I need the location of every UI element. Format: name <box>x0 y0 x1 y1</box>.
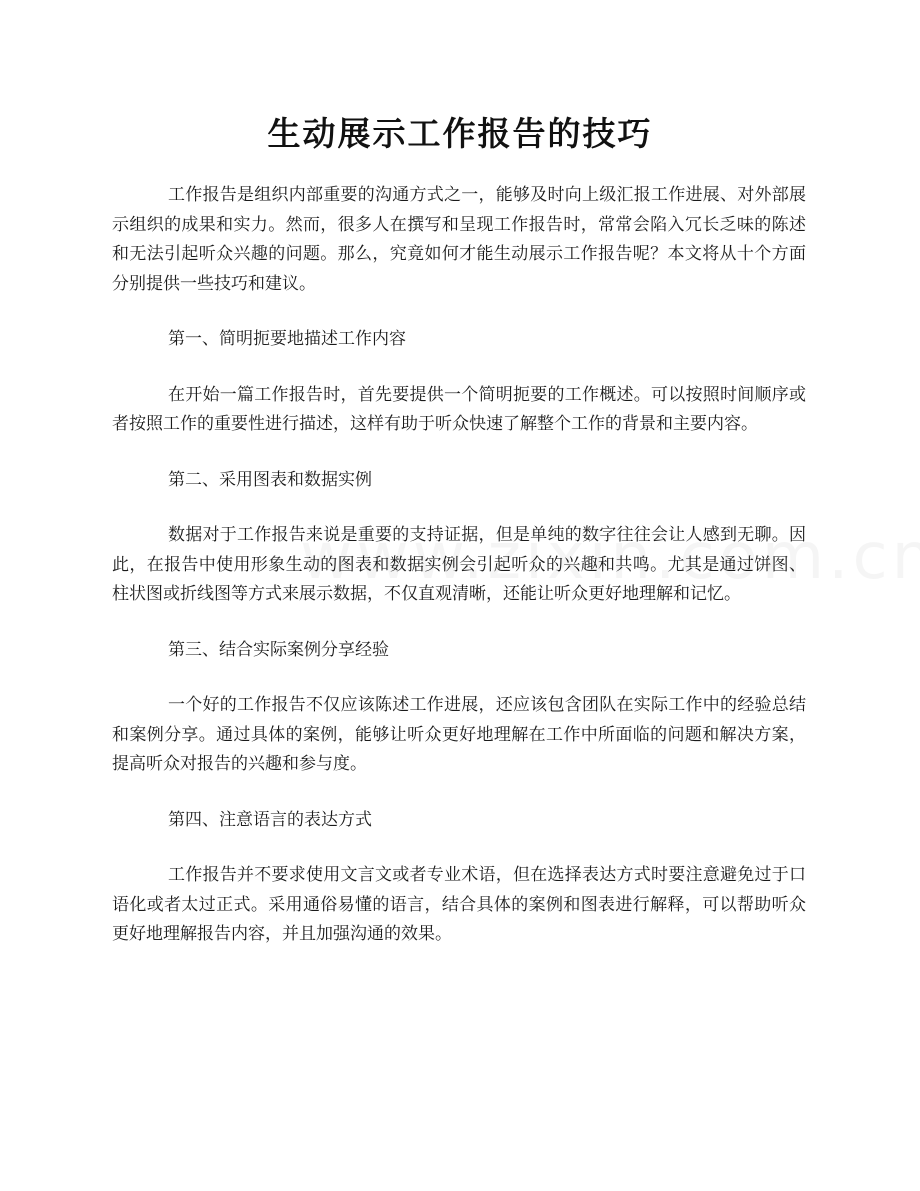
intro-paragraph: 工作报告是组织内部重要的沟通方式之一，能够及时向上级汇报工作进展、对外部展示组织的成果和实力。然而，很多人在撰写和呈现工作报告时，常常会陷入冗长乏味的陈述和无法引起听众兴趣的问题。那么，究竟如何才能生动展示工作报告呢？本文将从十个方面分别提供一些技巧和建议。 <box>112 185 806 294</box>
section-paragraph: 工作报告并不要求使用文言文或者专业术语，但在选择表达方式时要注意避免过于口语化或者太过正式。采用通俗易懂的语言，结合具体的案例和图表进行解释，可以帮助听众更好地理解报告内容，并且加强沟通的效果。 <box>112 865 806 944</box>
section-paragraph: 一个好的工作报告不仅应该陈述工作进展，还应该包含团队在实际工作中的经验总结和案例分享。通过具体的案例，能够让听众更好地理解在工作中所面临的问题和解决方案，提高听众对报告的兴趣和参与度。 <box>112 695 806 774</box>
section-heading: 第四、注意语言的表达方式 <box>168 809 372 830</box>
document-body <box>112 181 806 976</box>
section-heading: 第一、简明扼要地描述工作内容 <box>168 329 406 349</box>
section-heading: 第三、结合实际案例分享经验 <box>168 639 389 660</box>
section-heading: 第二、采用图表和数据实例 <box>168 469 372 490</box>
section-paragraph: 数据对于工作报告来说是重要的支持证据，但是单纯的数字往往会让人感到无聊。因此，在报告中使用形象生动的图表和数据实例会引起听众的兴趣和共鸣。尤其是通过饼图、柱状图或折线图等方式来展示数据，不仅直观清晰，还能让听众更好地理解和记忆。 <box>112 525 806 604</box>
section-paragraph: 在开始一篇工作报告时，首先要提供一个简明扼要的工作概述。可以按照时间顺序或者按照工作的重要性进行描述，这样有助于听众快速了解整个工作的背景和主要内容。 <box>112 384 806 434</box>
document-title: 生动展示工作报告的技巧 <box>267 114 653 153</box>
